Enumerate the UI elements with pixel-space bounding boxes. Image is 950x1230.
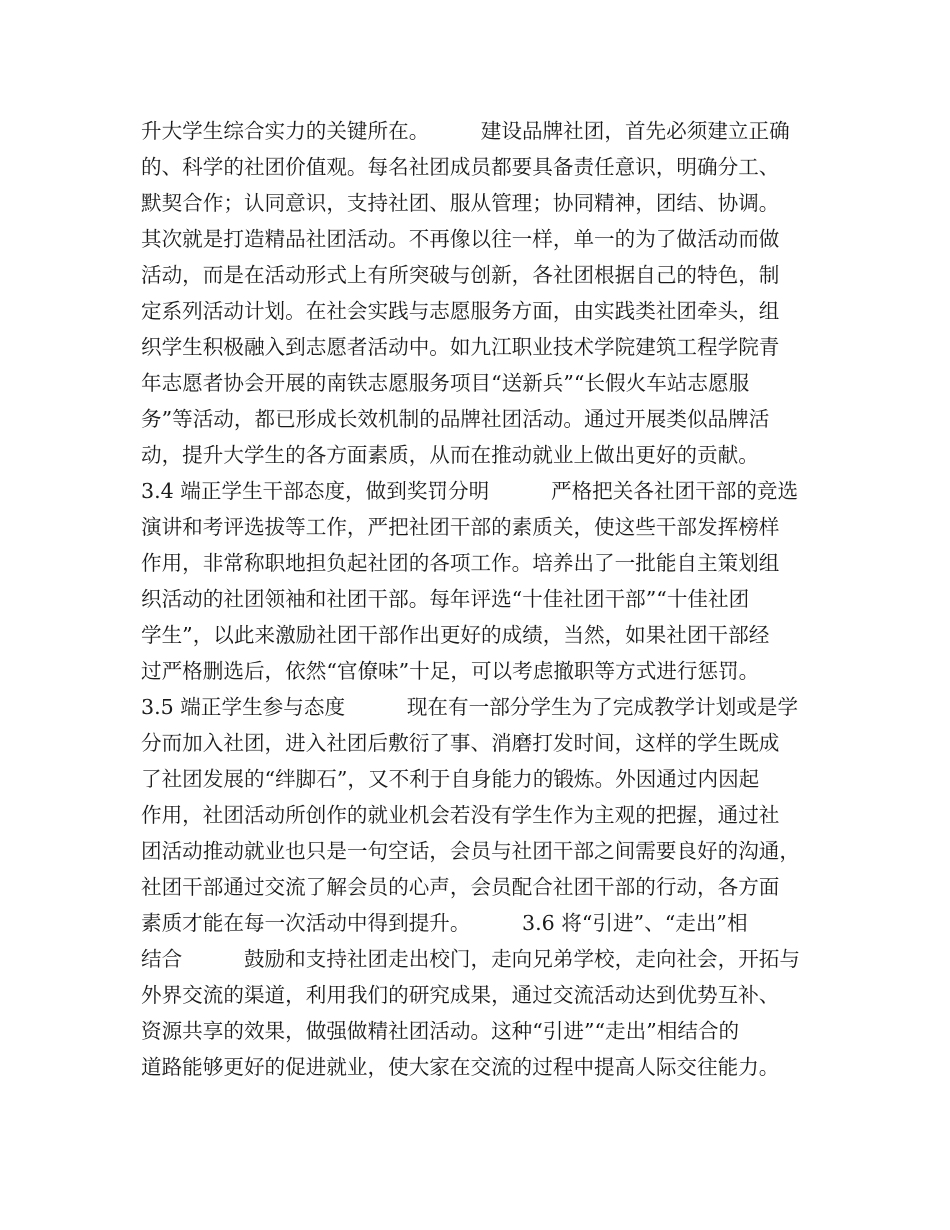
text-line-18: 分而加入社团，进入社团后敷衍了事、消磨打发时间，这样的学生既成 [141,731,780,755]
text-line-14: 织活动的社团领袖和社团干部。每年评选“十佳社团干部”“十佳社团 [141,587,750,611]
text-line-4: 其次就是打造精品社团活动。不再像以往一样，单一的为了做活动而做 [141,227,780,251]
text-line-13: 作用，非常称职地担负起社团的各项工作。培养出了一批能自主策划组 [141,551,780,575]
text-line-21: 团活动推动就业也只是一句空话，会员与社团干部之间需要良好的沟通， [141,839,800,863]
text-line-5: 活动，而是在活动形式上有所突破与创新，各社团根据自己的特色，制 [141,263,780,287]
text-line-27: 道路能够更好的促进就业，使大家在交流的过程中提高人际交往能力。 [141,1055,780,1079]
text-line-2: 的、科学的社团价值观。每名社团成员都要具备责任意识，明确分工、 [141,155,780,179]
section-3-5-heading-line: 3.5 端正学生参与态度 现在有一部分学生为了完成教学计划或是学 [141,695,799,719]
section-3-6-heading-line: 素质才能在每一次活动中得到提升。 3.6 将“引进”、“走出”相 [141,911,748,935]
text-line-20: 作用，社团活动所创作的就业机会若没有学生作为主观的把握，通过社 [141,803,780,827]
text-line-15: 学生”，以此来激励社团干部作出更好的成绩，当然，如果社团干部经 [141,623,770,647]
text-line-19: 了社团发展的“绊脚石”，又不利于自身能力的锻炼。外因通过内因起 [141,767,760,791]
text-line-16: 过严格删选后，依然“官僚味”十足，可以考虑撤职等方式进行惩罚。 [141,659,760,683]
text-line-6: 定系列活动计划。在社会实践与志愿服务方面，由实践类社团牵头，组 [141,299,780,323]
text-line-24: 结合 鼓励和支持社团走出校门，走向兄弟学校，走向社会，开拓与 [141,947,800,971]
section-3-4-heading-line: 3.4 端正学生干部态度，做到奖罚分明 严格把关各社团干部的竞选 [141,479,799,503]
text-line-1: 升大学生综合实力的关键所在。 建设品牌社团，首先必须建立正确 [141,119,790,143]
text-line-22: 社团干部通过交流了解会员的心声，会员配合社团干部的行动，各方面 [141,875,780,899]
text-line-9: 务”等活动，都已形成长效机制的品牌社团活动。通过开展类似品牌活 [141,407,770,431]
text-line-7: 织学生积极融入到志愿者活动中。如九江职业技术学院建筑工程学院青 [141,335,780,359]
text-line-8: 年志愿者协会开展的南铁志愿服务项目“送新兵”“长假火车站志愿服 [141,371,750,395]
text-line-25: 外界交流的渠道，利用我们的研究成果，通过交流活动达到优势互补、 [141,983,780,1007]
text-line-12: 演讲和考评选拔等工作，严把社团干部的素质关，使这些干部发挥榜样 [141,515,780,539]
text-line-10: 动，提升大学生的各方面素质，从而在推动就业上做出更好的贡献。 [141,443,759,467]
text-line-26: 资源共享的效果，做强做精社团活动。这种“引进”“走出”相结合的 [141,1019,740,1043]
text-line-3: 默契合作；认同意识，支持社团、服从管理；协同精神，团结、协调。 [141,191,780,215]
body-text [141,113,831,1085]
